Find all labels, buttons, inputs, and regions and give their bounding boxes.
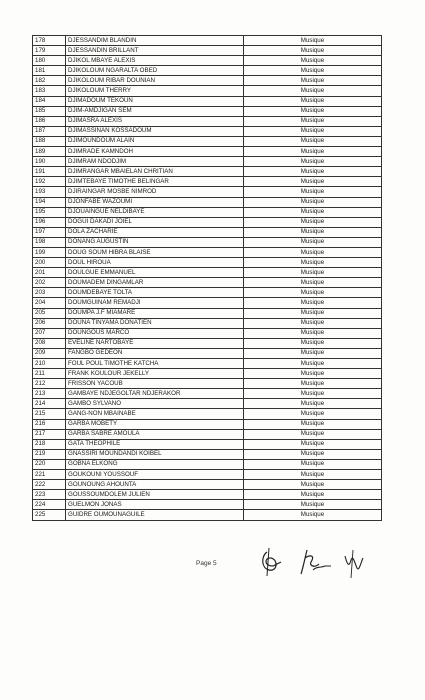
candidate-name: DJESSANDIM BLANDIN	[66, 36, 244, 46]
discipline: Musique	[244, 308, 382, 318]
table-row	[33, 227, 382, 237]
row-number: 196	[33, 217, 66, 227]
candidate-name: DJIMRANGAR MBAIELAN CHRITIAN	[66, 167, 244, 177]
candidate-table-body	[33, 36, 382, 521]
row-number: 213	[33, 389, 66, 399]
row-number: 199	[33, 247, 66, 257]
candidate-name: DJIKOLOUM RIBAR DOUNIAN	[66, 76, 244, 86]
candidate-name: DOGUI DAKADI JOIEL	[66, 217, 244, 227]
discipline: Musique	[244, 439, 382, 449]
candidate-name: GOUSSOUMDOLEM JULIEN	[66, 490, 244, 500]
discipline: Musique	[244, 500, 382, 510]
row-number: 204	[33, 298, 66, 308]
table-row	[33, 96, 382, 106]
table-row	[33, 86, 382, 96]
table-row	[33, 167, 382, 177]
table-row	[33, 419, 382, 429]
table-row	[33, 136, 382, 146]
page-number: Page 5	[196, 560, 217, 567]
discipline: Musique	[244, 369, 382, 379]
table-row	[33, 510, 382, 520]
discipline: Musique	[244, 328, 382, 338]
table-row	[33, 288, 382, 298]
table-row	[33, 56, 382, 66]
discipline: Musique	[244, 409, 382, 419]
table-row	[33, 480, 382, 490]
candidate-name: DJONFABE WAZOUMI	[66, 197, 244, 207]
discipline: Musique	[244, 419, 382, 429]
row-number: 218	[33, 439, 66, 449]
row-number: 220	[33, 459, 66, 469]
row-number: 178	[33, 36, 66, 46]
discipline: Musique	[244, 470, 382, 480]
table-row	[33, 389, 382, 399]
discipline: Musique	[244, 348, 382, 358]
candidate-name: DJIM-AMDJIGAN SEM	[66, 106, 244, 116]
row-number: 201	[33, 268, 66, 278]
row-number: 184	[33, 96, 66, 106]
candidate-name: DOUNGOUS MARCO	[66, 328, 244, 338]
candidate-name: DJIKOLOUM NGARALTA OBED	[66, 66, 244, 76]
candidate-table	[32, 35, 382, 521]
row-number: 187	[33, 126, 66, 136]
discipline: Musique	[244, 76, 382, 86]
table-row	[33, 308, 382, 318]
row-number: 205	[33, 308, 66, 318]
candidate-name: DJIMADOUM TEKOUN	[66, 96, 244, 106]
discipline: Musique	[244, 429, 382, 439]
handwritten-signatures-icon	[255, 542, 385, 582]
table-row	[33, 399, 382, 409]
row-number: 212	[33, 379, 66, 389]
discipline: Musique	[244, 207, 382, 217]
table-row	[33, 449, 382, 459]
candidate-name: DOLA ZACHARIE	[66, 227, 244, 237]
row-number: 188	[33, 136, 66, 146]
row-number: 207	[33, 328, 66, 338]
row-number: 195	[33, 207, 66, 217]
table-row	[33, 207, 382, 217]
discipline: Musique	[244, 510, 382, 520]
candidate-name: GOUNOUNG AHOUNTA	[66, 480, 244, 490]
discipline: Musique	[244, 258, 382, 268]
candidate-name: GUIDRE OUMOUNAGUILE	[66, 510, 244, 520]
candidate-name: FRANK KOULOUR JEKELLY	[66, 369, 244, 379]
row-number: 198	[33, 237, 66, 247]
row-number: 200	[33, 258, 66, 268]
table-row	[33, 500, 382, 510]
row-number: 209	[33, 348, 66, 358]
candidate-name: DJIMRAM NDODJIM	[66, 157, 244, 167]
discipline: Musique	[244, 480, 382, 490]
row-number: 223	[33, 490, 66, 500]
discipline: Musique	[244, 237, 382, 247]
discipline: Musique	[244, 459, 382, 469]
discipline: Musique	[244, 338, 382, 348]
candidate-name: DJIMASSINAN KOSSADOUM	[66, 126, 244, 136]
candidate-name: DONANG AUGUSTIN	[66, 237, 244, 247]
row-number: 222	[33, 480, 66, 490]
table-row	[33, 247, 382, 257]
table-row	[33, 217, 382, 227]
table-row	[33, 409, 382, 419]
row-number: 217	[33, 429, 66, 439]
discipline: Musique	[244, 36, 382, 46]
candidate-name: DOUL HIROUA	[66, 258, 244, 268]
table-row	[33, 348, 382, 358]
row-number: 211	[33, 369, 66, 379]
candidate-name: DJIKOL MBAYE ALEXIS	[66, 56, 244, 66]
row-number: 202	[33, 278, 66, 288]
discipline: Musique	[244, 197, 382, 207]
candidate-name: DJIRAINGAR MOSBE NIMROD	[66, 187, 244, 197]
table-row	[33, 298, 382, 308]
candidate-name: DJIMOUNDOUM ALAIN	[66, 136, 244, 146]
candidate-name: DJIKOLOUM THERRY	[66, 86, 244, 96]
row-number: 194	[33, 197, 66, 207]
candidate-name: GANG-NON MBAINABE	[66, 409, 244, 419]
row-number: 181	[33, 66, 66, 76]
table-row	[33, 338, 382, 348]
row-number: 183	[33, 86, 66, 96]
table-row	[33, 177, 382, 187]
table-row	[33, 268, 382, 278]
candidate-name: GATA THEOPHILE	[66, 439, 244, 449]
row-number: 197	[33, 227, 66, 237]
row-number: 221	[33, 470, 66, 480]
table-row	[33, 459, 382, 469]
signatures	[255, 542, 385, 582]
discipline: Musique	[244, 298, 382, 308]
discipline: Musique	[244, 318, 382, 328]
row-number: 192	[33, 177, 66, 187]
candidate-name: GOBNA ELKONG	[66, 459, 244, 469]
row-number: 185	[33, 106, 66, 116]
candidate-name: GOUKOUNI YOUSSOUF	[66, 470, 244, 480]
candidate-name: DJOUAINGUE NELDIBAYE	[66, 207, 244, 217]
discipline: Musique	[244, 96, 382, 106]
discipline: Musique	[244, 106, 382, 116]
candidate-name: GARBA SABRE AMOULA	[66, 429, 244, 439]
candidate-name: DOUMADEM DINGAMLAR	[66, 278, 244, 288]
candidate-name: DOUNA TINYAMA DONATIEN	[66, 318, 244, 328]
row-number: 224	[33, 500, 66, 510]
discipline: Musique	[244, 157, 382, 167]
table-row	[33, 439, 382, 449]
row-number: 208	[33, 338, 66, 348]
row-number: 219	[33, 449, 66, 459]
table-row	[33, 258, 382, 268]
candidate-name: DJESSANDIN BRILLANT	[66, 46, 244, 56]
discipline: Musique	[244, 288, 382, 298]
candidate-name: GUELMON JONAS	[66, 500, 244, 510]
discipline: Musique	[244, 147, 382, 157]
candidate-name: FANGBO GEDEON	[66, 348, 244, 358]
discipline: Musique	[244, 389, 382, 399]
row-number: 203	[33, 288, 66, 298]
discipline: Musique	[244, 399, 382, 409]
candidate-name: DOUMGUINAM REMADJI	[66, 298, 244, 308]
row-number: 216	[33, 419, 66, 429]
candidate-name: EVELINE NARTOBAYE	[66, 338, 244, 348]
candidate-name: GNASSIRI MOUNDANDI KOIBEL	[66, 449, 244, 459]
table-row	[33, 76, 382, 86]
discipline: Musique	[244, 187, 382, 197]
row-number: 182	[33, 76, 66, 86]
table-row	[33, 116, 382, 126]
discipline: Musique	[244, 490, 382, 500]
row-number: 214	[33, 399, 66, 409]
table-row	[33, 147, 382, 157]
candidate-name: DJIMTEBAYE TIMOTHE BELINGAR	[66, 177, 244, 187]
discipline: Musique	[244, 136, 382, 146]
discipline: Musique	[244, 126, 382, 136]
discipline: Musique	[244, 167, 382, 177]
table-row	[33, 237, 382, 247]
candidate-name: DOUG SOUM HIBRA BLAISE	[66, 247, 244, 257]
row-number: 215	[33, 409, 66, 419]
table-row	[33, 66, 382, 76]
discipline: Musique	[244, 278, 382, 288]
discipline: Musique	[244, 449, 382, 459]
table-row	[33, 197, 382, 207]
table-row	[33, 470, 382, 480]
discipline: Musique	[244, 227, 382, 237]
table-row	[33, 157, 382, 167]
row-number: 206	[33, 318, 66, 328]
table-row	[33, 328, 382, 338]
table-row	[33, 187, 382, 197]
discipline: Musique	[244, 86, 382, 96]
candidate-name: DOUMDEBAYE TOLTA	[66, 288, 244, 298]
candidate-name: GAMBAYE NDJEGOLTAR NDJERAKOR	[66, 389, 244, 399]
candidate-name: DJIMASRA ALEXIS	[66, 116, 244, 126]
row-number: 186	[33, 116, 66, 126]
discipline: Musique	[244, 268, 382, 278]
row-number: 191	[33, 167, 66, 177]
discipline: Musique	[244, 56, 382, 66]
discipline: Musique	[244, 46, 382, 56]
candidate-name: FOUL POUL TIMOTHE KATCHA	[66, 359, 244, 369]
discipline: Musique	[244, 359, 382, 369]
table-row	[33, 278, 382, 288]
candidate-name: FRISSON YACOUB	[66, 379, 244, 389]
candidate-name: DOUMPA J.F MIAMARE	[66, 308, 244, 318]
discipline: Musique	[244, 217, 382, 227]
table-row	[33, 429, 382, 439]
row-number: 190	[33, 157, 66, 167]
candidate-name: DOULGUE EMMANUEL	[66, 268, 244, 278]
discipline: Musique	[244, 116, 382, 126]
table-row	[33, 36, 382, 46]
candidate-name: GAMBO SYLVANO	[66, 399, 244, 409]
discipline: Musique	[244, 66, 382, 76]
table-row	[33, 379, 382, 389]
row-number: 179	[33, 46, 66, 56]
table-row	[33, 318, 382, 328]
row-number: 210	[33, 359, 66, 369]
discipline: Musique	[244, 177, 382, 187]
row-number: 189	[33, 147, 66, 157]
row-number: 225	[33, 510, 66, 520]
candidate-name: GARBA MOBETY	[66, 419, 244, 429]
table-row	[33, 46, 382, 56]
row-number: 180	[33, 56, 66, 66]
row-number: 193	[33, 187, 66, 197]
table-row	[33, 106, 382, 116]
discipline: Musique	[244, 379, 382, 389]
discipline: Musique	[244, 247, 382, 257]
table-row	[33, 126, 382, 136]
table-row	[33, 369, 382, 379]
table-row	[33, 490, 382, 500]
candidate-name: DJIMRADE KAMNDOH	[66, 147, 244, 157]
table-row	[33, 359, 382, 369]
